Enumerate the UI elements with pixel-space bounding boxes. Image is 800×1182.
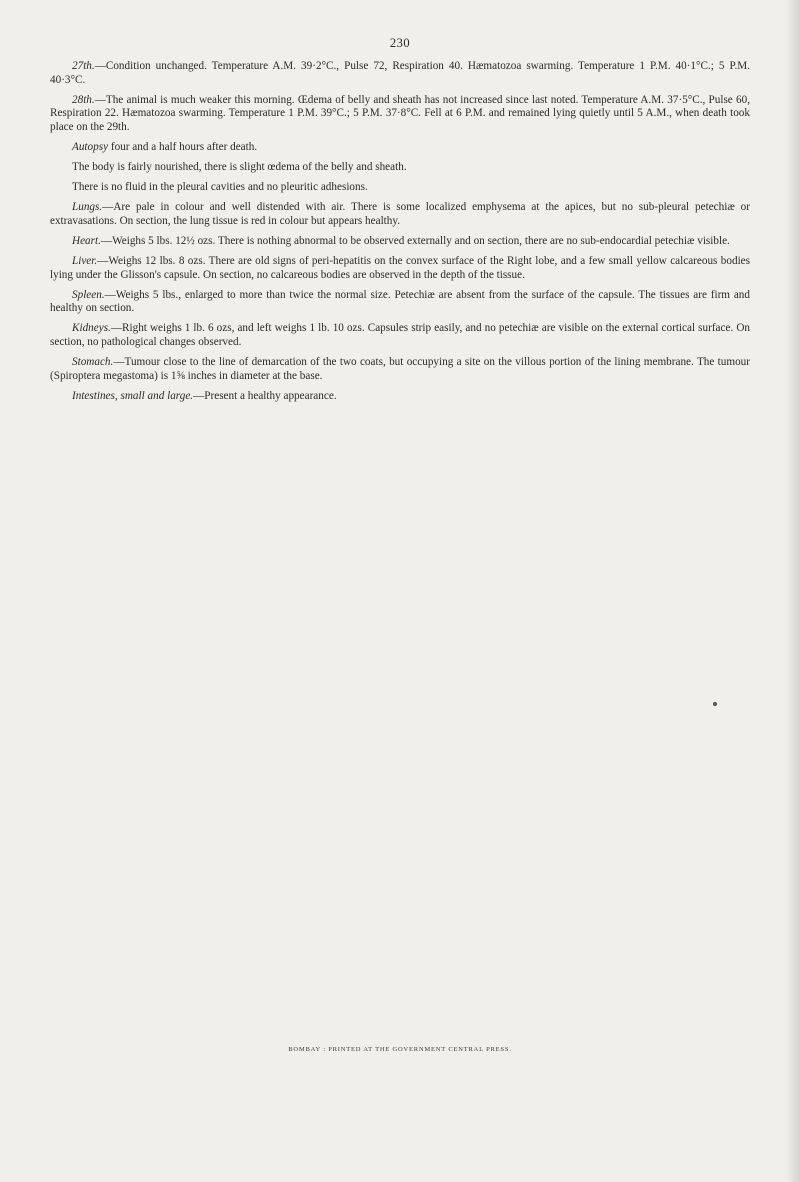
paragraph-text: —Weighs 12 lbs. 8 ozs. There are old signs of peri-hepatitis on the convex surface of the Right lobe, and a few small yellow calcareous bodies lying under the Glisson's capsule. On section, no calcareous bodies are observed in the depth of the tissue. xyxy=(50,255,750,281)
paragraph-text: —The animal is much weaker this morning. Œdema of belly and sheath has not increased since last noted. Temperature A.M. 37·5°C., Pulse 60, Respiration 22. Hæmatozoa swarming. Temperature 1 P.M. 39°C.; 5 P.M. 37·8°C. Fell at 6 P.M. and remained lying quietly until 5 A.M., when death took place on the 29th. xyxy=(50,93,750,133)
case-report-body xyxy=(50,60,750,410)
paragraph-text: four and a half hours after death. xyxy=(108,140,258,153)
paragraph-lead: Heart. xyxy=(72,234,101,247)
paragraph-text: There is no fluid in the pleural cavities and no pleuritic adhesions. xyxy=(72,181,368,194)
paragraph-27th xyxy=(50,60,750,87)
paragraph-text: —Condition unchanged. Temperature A.M. 39·2°C., Pulse 72, Respiration 40. Hæmatozoa swarming. Temperature 1 P.M. 40·1°C.; 5 P.M. 40·3°C. xyxy=(50,60,750,86)
paragraph-heart xyxy=(50,235,750,249)
ink-spot xyxy=(713,702,717,706)
paragraph-lead: Intestines, small and large. xyxy=(72,389,194,402)
paragraph-text: —Are pale in colour and well distended with air. There is some localized emphysema at the apices, but no sub-pleural petechiæ or extravasations. On section, the lung tissue is red in colour but appears healthy. xyxy=(50,201,750,227)
paragraph-text: —Right weighs 1 lb. 6 ozs, and left weighs 1 lb. 10 ozs. Capsules strip easily, and no petechiæ are visible on the external cortical surface. On section, no pathological changes observed. xyxy=(50,322,750,348)
page-number: 230 xyxy=(389,36,411,50)
paragraph-spleen xyxy=(50,289,750,316)
paragraph-lead: 28th. xyxy=(72,93,95,106)
paragraph-kidneys xyxy=(50,322,750,349)
printer-imprint: BOMBAY : PRINTED AT THE GOVERNMENT CENTRAL PRESS. xyxy=(288,1046,512,1053)
paragraph-lungs xyxy=(50,201,750,228)
paragraph-pleura xyxy=(50,181,750,195)
paragraph-lead: Kidneys. xyxy=(72,322,111,335)
paragraph-lead: Liver. xyxy=(72,255,98,268)
paragraph-text: —Present a healthy appearance. xyxy=(193,389,337,402)
paragraph-text: —Weighs 5 lbs., enlarged to more than twice the normal size. Petechiæ are absent from the surface of the capsule. The tissues are firm and healthy on section. xyxy=(50,288,750,315)
paragraph-intestines xyxy=(50,390,750,404)
paragraph-text: The body is fairly nourished, there is slight œdema of the belly and sheath. xyxy=(72,161,407,174)
paragraph-28th xyxy=(50,94,750,135)
paragraph-liver xyxy=(50,255,750,282)
paragraph-body xyxy=(50,161,750,175)
paragraph-lead: Stomach. xyxy=(72,356,114,369)
paragraph-lead: 27th. xyxy=(72,60,95,72)
paragraph-lead: Lungs. xyxy=(72,201,103,214)
paragraph-lead: Spleen. xyxy=(72,288,105,301)
paragraph-lead: Autopsy xyxy=(72,140,109,153)
paragraph-autopsy xyxy=(50,141,750,155)
paragraph-text: —Tumour close to the line of demarcation of the two coats, but occupying a site on the villous portion of the lining membrane. The tumour (Spiroptera megastoma) is 1⅝ inches in diameter at the base. xyxy=(50,356,750,382)
page-edge-shadow xyxy=(786,0,800,1182)
paragraph-text: —Weighs 5 lbs. 12½ ozs. There is nothing abnormal to be observed externally and on section, there are no sub-endocardial petechiæ visible. xyxy=(100,234,730,247)
paragraph-stomach xyxy=(50,356,750,383)
